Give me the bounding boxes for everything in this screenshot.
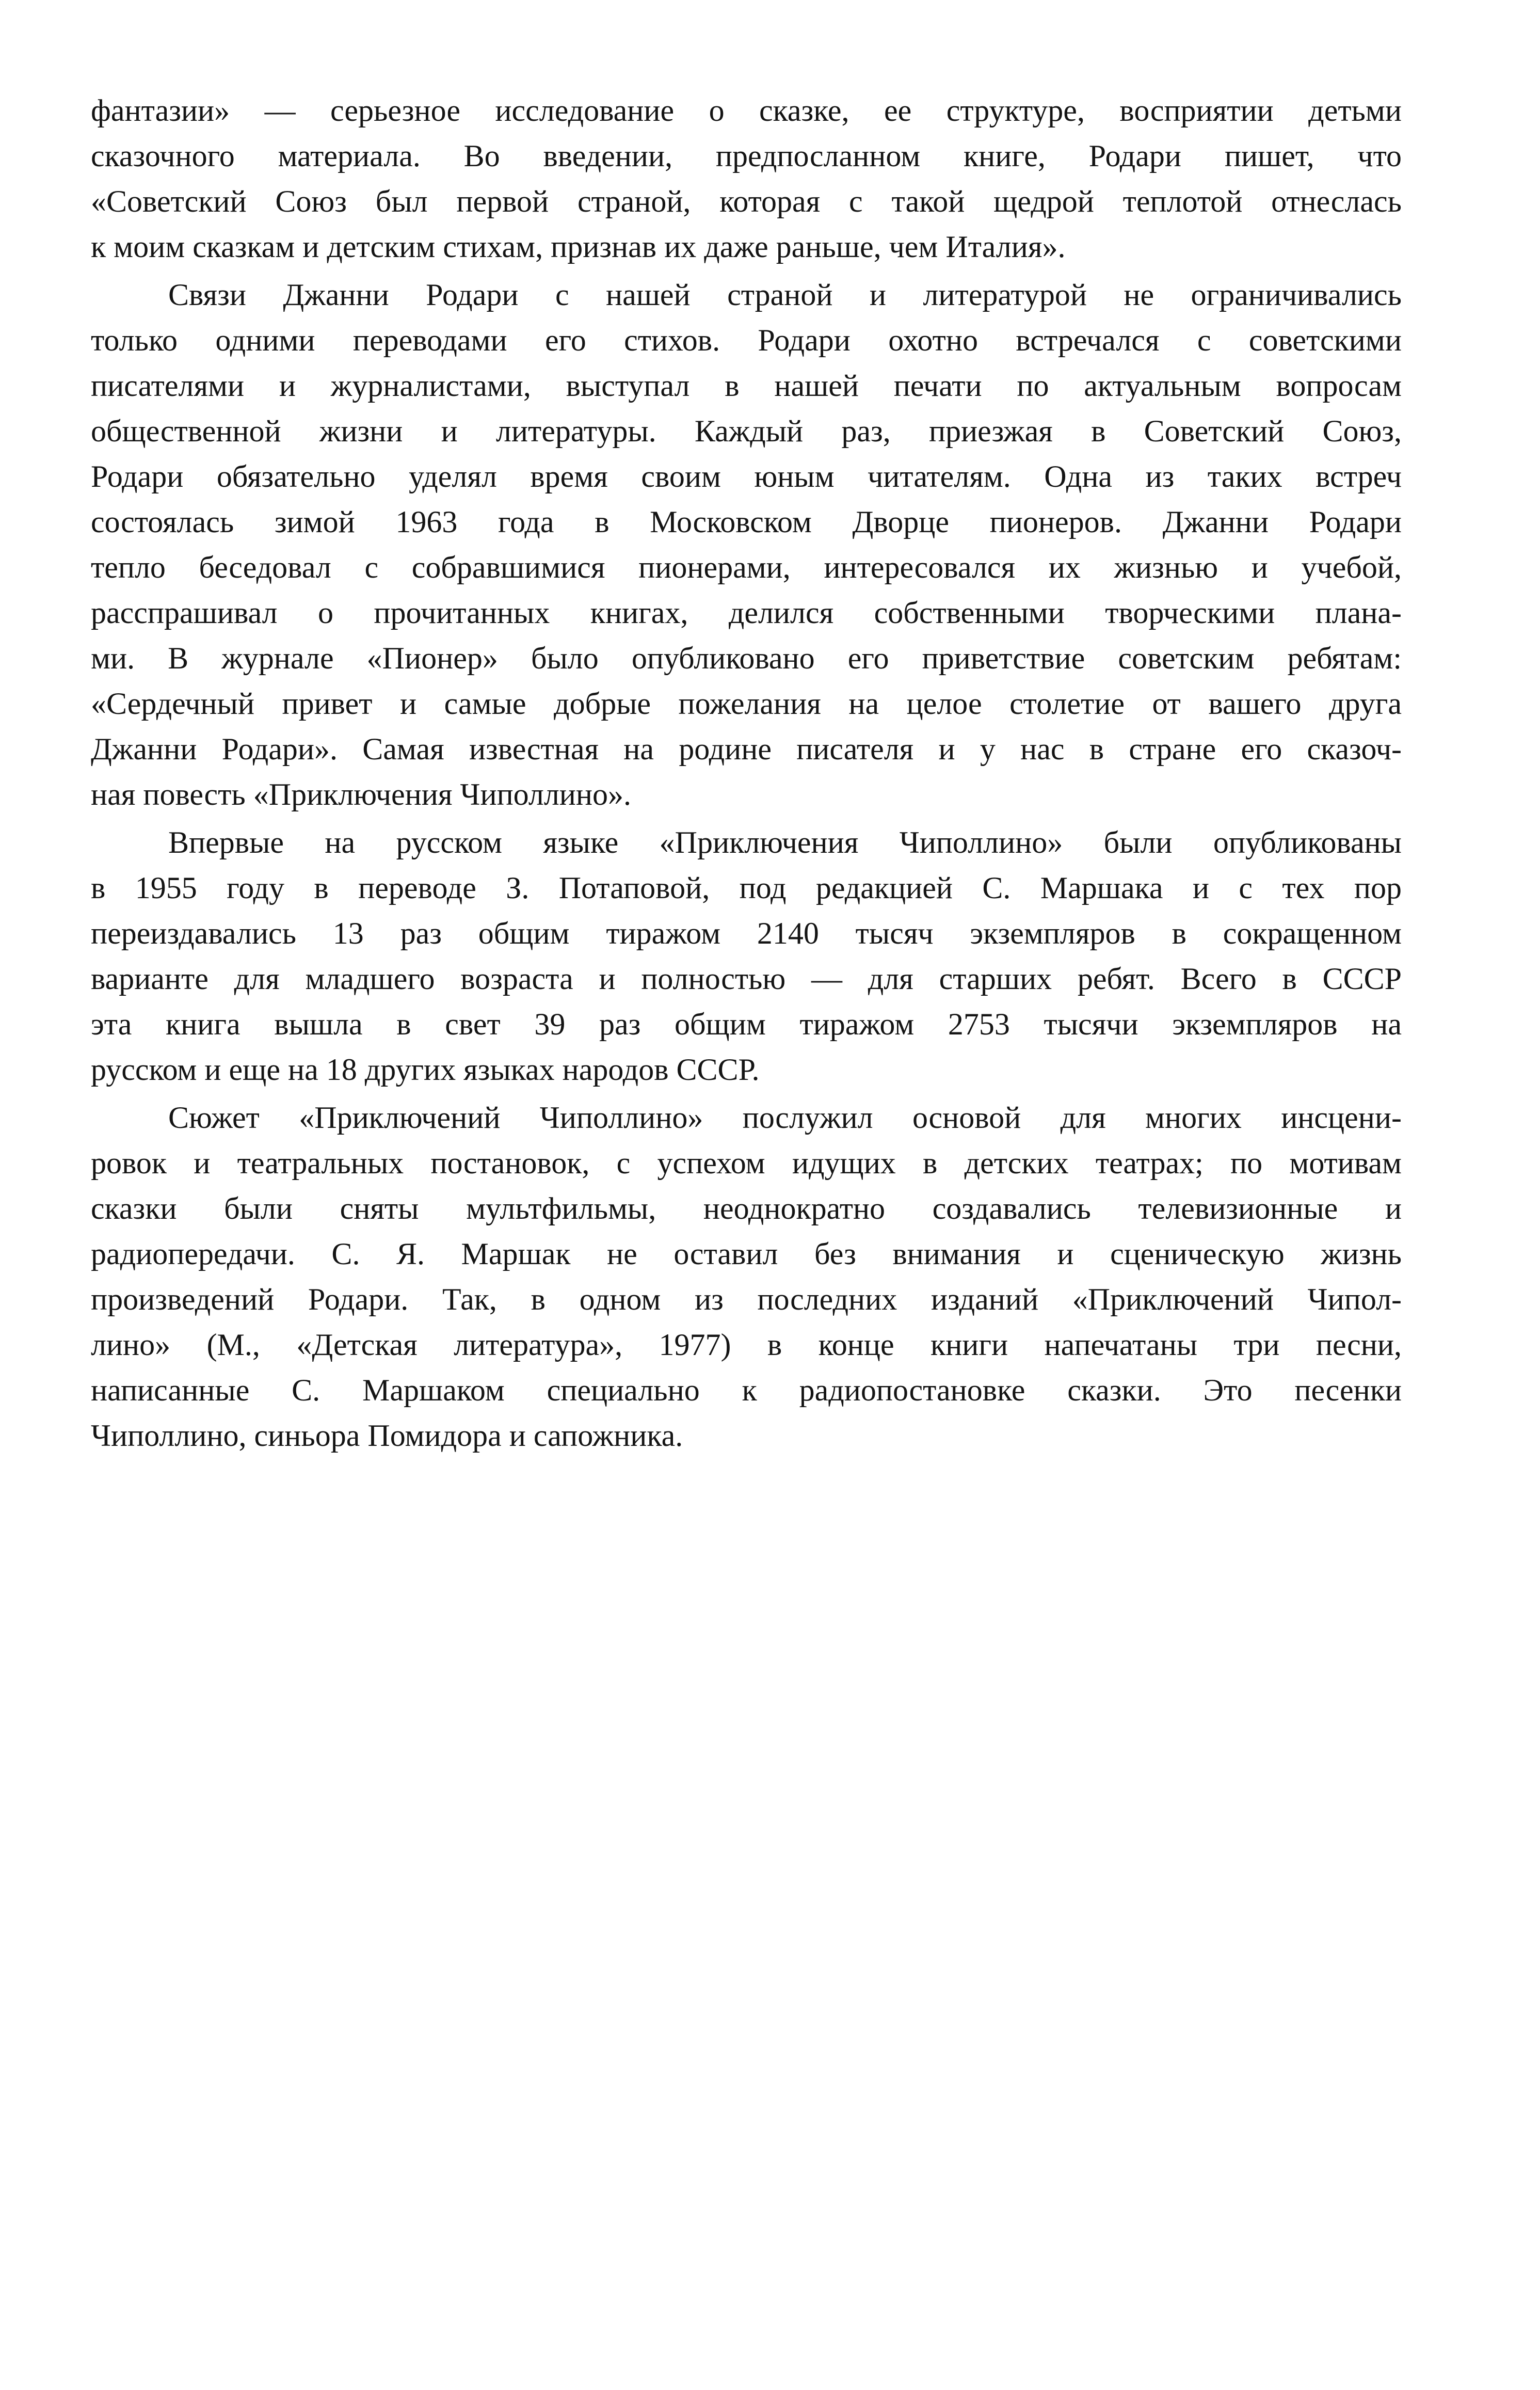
paragraph-2 <box>91 272 1402 817</box>
text-line: в 1955 году в переводе З. Потаповой, под редакцией С. Маршака и с тех пор <box>91 871 1402 905</box>
text-line: Сюжет «Приключений Чиполлино» послужил основой для многих инсцени- <box>168 1101 1402 1135</box>
text-line: состоялась зимой 1963 года в Московском Дворце пионеров. Джанни Родари <box>91 505 1402 539</box>
text-line: расспрашивал о прочитанных книгах, делился собственными творческими плана- <box>91 596 1402 630</box>
body-text <box>91 88 1402 1458</box>
text-line: ная повесть «Приключения Чиполлино». <box>91 777 631 811</box>
text-line: к моим сказкам и детским стихам, признав их даже раньше, чем Италия». <box>91 230 1066 264</box>
text-line: лино» (М., «Детская литература», 1977) в конце книги напечатаны три песни, <box>91 1328 1402 1362</box>
text-line: Джанни Родари». Самая известная на родине писателя и у нас в стране его сказоч- <box>91 732 1402 766</box>
text-line: тепло беседовал с собравшимися пионерами, интересовался их жизнью и учебой, <box>91 550 1402 584</box>
text-line: общественной жизни и литературы. Каждый раз, приезжая в Советский Союз, <box>91 414 1402 448</box>
text-line: фантазии» — серьезное исследование о сказке, ее структуре, восприятии детьми <box>91 93 1402 128</box>
text-line: сказки были сняты мультфильмы, неоднократно создавались телевизионные и <box>91 1191 1402 1225</box>
text-line: написанные С. Маршаком специально к радиопостановке сказки. Это песенки <box>91 1373 1402 1407</box>
text-line: Впервые на русском языке «Приключения Чиполлино» были опубликованы <box>168 825 1402 859</box>
text-line: Родари обязательно уделял время своим юным читателям. Одна из таких встреч <box>91 459 1402 493</box>
text-line: Связи Джанни Родари с нашей страной и литературой не ограничивались <box>168 278 1402 312</box>
text-line: произведений Родари. Так, в одном из последних изданий «Приключений Чипол- <box>91 1282 1402 1316</box>
text-line: сказочного материала. Во введении, предпосланном книге, Родари пишет, что <box>91 139 1402 173</box>
text-line: переиздавались 13 раз общим тиражом 2140 тысяч экземпляров в сокращенном <box>91 916 1402 950</box>
paragraph-3 <box>91 820 1402 1092</box>
text-line: эта книга вышла в свет 39 раз общим тиражом 2753 тысячи экземпляров на <box>91 1007 1402 1041</box>
text-line: «Сердечный привет и самые добрые пожелания на целое столетие от вашего друга <box>91 687 1402 721</box>
text-line: радиопередачи. С. Я. Маршак не оставил без внимания и сценическую жизнь <box>91 1237 1402 1271</box>
text-line: писателями и журналистами, выступал в нашей печати по актуальным вопросам <box>91 369 1402 403</box>
text-line: ми. В журнале «Пионер» было опубликовано его приветствие советским ребятам: <box>91 641 1402 675</box>
text-line: «Советский Союз был первой страной, которая с такой щедрой теплотой отнеслась <box>91 184 1402 218</box>
text-line: Чиполлино, синьора Помидора и сапожника. <box>91 1419 683 1453</box>
text-line: только одними переводами его стихов. Родари охотно встречался с советскими <box>91 323 1402 357</box>
text-line: русском и еще на 18 других языках народов СССР. <box>91 1053 760 1087</box>
paragraph-1 <box>91 88 1402 269</box>
text-line: варианте для младшего возраста и полностью — для старших ребят. Всего в СССР <box>91 962 1402 996</box>
text-line: ровок и театральных постановок, с успехом идущих в детских театрах; по мотивам <box>91 1146 1402 1180</box>
paragraph-4 <box>91 1095 1402 1458</box>
